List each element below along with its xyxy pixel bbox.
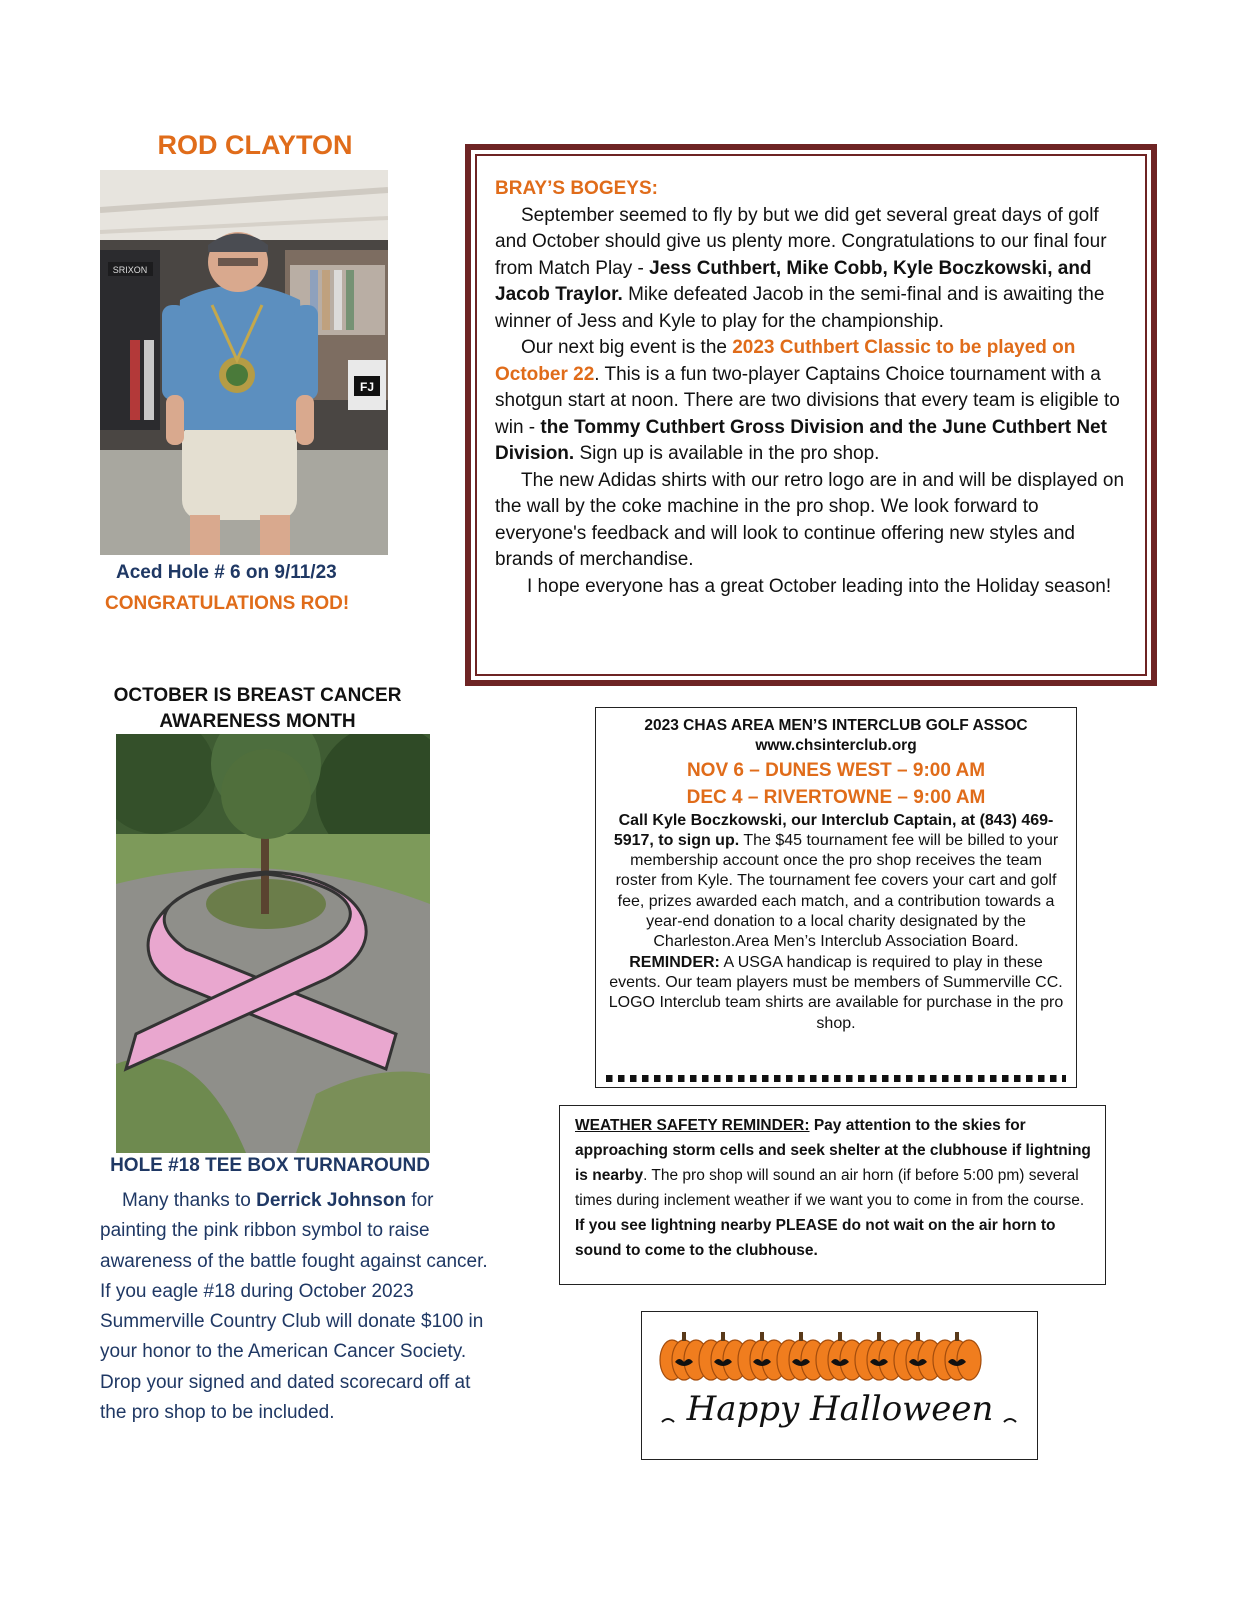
pumpkin-icon [933, 1332, 981, 1380]
breast-cancer-title: OCTOBER IS BREAST CANCER AWARENESS MONTH [113, 685, 402, 732]
brays-bogeys-title: BRAY’S BOGEYS: [495, 178, 658, 199]
bogeys-paragraph-1: September seemed to fly by but we did get several great days of golf and October should give us plenty more. Congratulations to our final four from Match Play - Jess Cuthbert, Mike Cobb, Kyle Boczkowski, and Jacob Traylor. Mike defeated Jacob in the semi-final and is awaiting the winner of Jess and Kyle to play for the championship. [495, 204, 1107, 332]
interclub-title: 2023 CHAS AREA MEN’S INTERCLUB GOLF ASSOC [644, 717, 1028, 734]
interclub-date-dec: DEC 4 – RIVERTOWNE – 9:00 AM [686, 786, 986, 808]
rod-clayton-title: ROD CLAYTON [157, 130, 353, 160]
rod-congrats-caption: CONGRATULATIONS ROD! [105, 593, 350, 614]
rod-clayton-photo [100, 170, 388, 555]
bogeys-paragraph-4: I hope everyone has a great October leading into the Holiday season! [527, 575, 1112, 597]
weather-safety-box [559, 1105, 1106, 1285]
happy-halloween-text: Happy Halloween [686, 1389, 994, 1429]
brays-bogeys-box [465, 144, 1157, 686]
interclub-box [595, 707, 1077, 1088]
pink-ribbon-photo [116, 734, 430, 1153]
fj-sign [354, 376, 380, 396]
hole-18-title: HOLE #18 TEE BOX TURNAROUND [110, 1155, 430, 1176]
rod-ace-caption: Aced Hole # 6 on 9/11/23 [116, 562, 337, 583]
srixon-sign [108, 262, 153, 276]
weather-safety-label: WEATHER SAFETY REMINDER: [575, 1117, 810, 1134]
hole-18-text: Many thanks to Derrick Johnson for painting the pink ribbon symbol to raise awareness of the battle fought against cancer. If you eagle #18 during October 2023 Summerville Country Club will donate $100 in your honor to the American Cancer Society. Drop your signed and dated scorecard off at the pro shop to be included. [100, 1190, 488, 1424]
interclub-date-nov: NOV 6 – DUNES WEST – 9:00 AM [686, 759, 986, 781]
interclub-text [596, 716, 1076, 1034]
pumpkin-row [660, 1332, 981, 1380]
interclub-website[interactable]: www.chsinterclub.org [755, 737, 917, 755]
happy-halloween-banner [641, 1311, 1038, 1460]
weather-safety-text: WEATHER SAFETY REMINDER: Pay attention to the skies for approaching storm cells and seek shelter at the clubhouse if lightning is nearby. The pro shop will sound an air horn (if before 5:00 pm) several times during inclement weather if we want you to come in from the course. If you see lightning nearby PLEASE do not wait on the air horn to sound to come to the clubhouse. [575, 1117, 1091, 1259]
bogeys-paragraph-3: The new Adidas shirts with our retro logo are in and will be displayed on the wall by the coke machine in the pro shop. We look forward to everyone's feedback and will look to continue offering new styles and brands of merchandise. [495, 469, 1125, 570]
interclub-body: Call Kyle Boczkowski, our Interclub Captain, at (843) 469-5917, to sign up. The $45 tournament fee will be billed to your membership account once the pro shop receives the team roster from Kyle. The tournament fee covers your cart and golf fee, prizes awarded each match, and a contribution towards a year-end donation to a local charity designated by the Charleston.Area Men’s Interclub Association Board. REMINDER: A USGA handicap is required to play in these events. Our team players must be members of Summerville CC. LOGO Interclub team shirts are available for purchase in the pro shop. [608, 811, 1064, 1032]
dotted-divider [606, 1075, 1066, 1082]
bogeys-paragraph-2: Our next big event is the 2023 Cuthbert Classic to be played on October 22. This is a fun two-player Captains Choice tournament with a shotgun start at noon. There are two divisions that every team is eligible to win - the Tommy Cuthbert Gross Division and the June Cuthbert Net Division. Sign up is available in the pro shop. [495, 337, 1120, 464]
svg-text:FJ: FJ [359, 380, 375, 394]
brays-bogeys-text [495, 176, 1135, 600]
svg-text:SRIXON: SRIXON [112, 265, 148, 275]
